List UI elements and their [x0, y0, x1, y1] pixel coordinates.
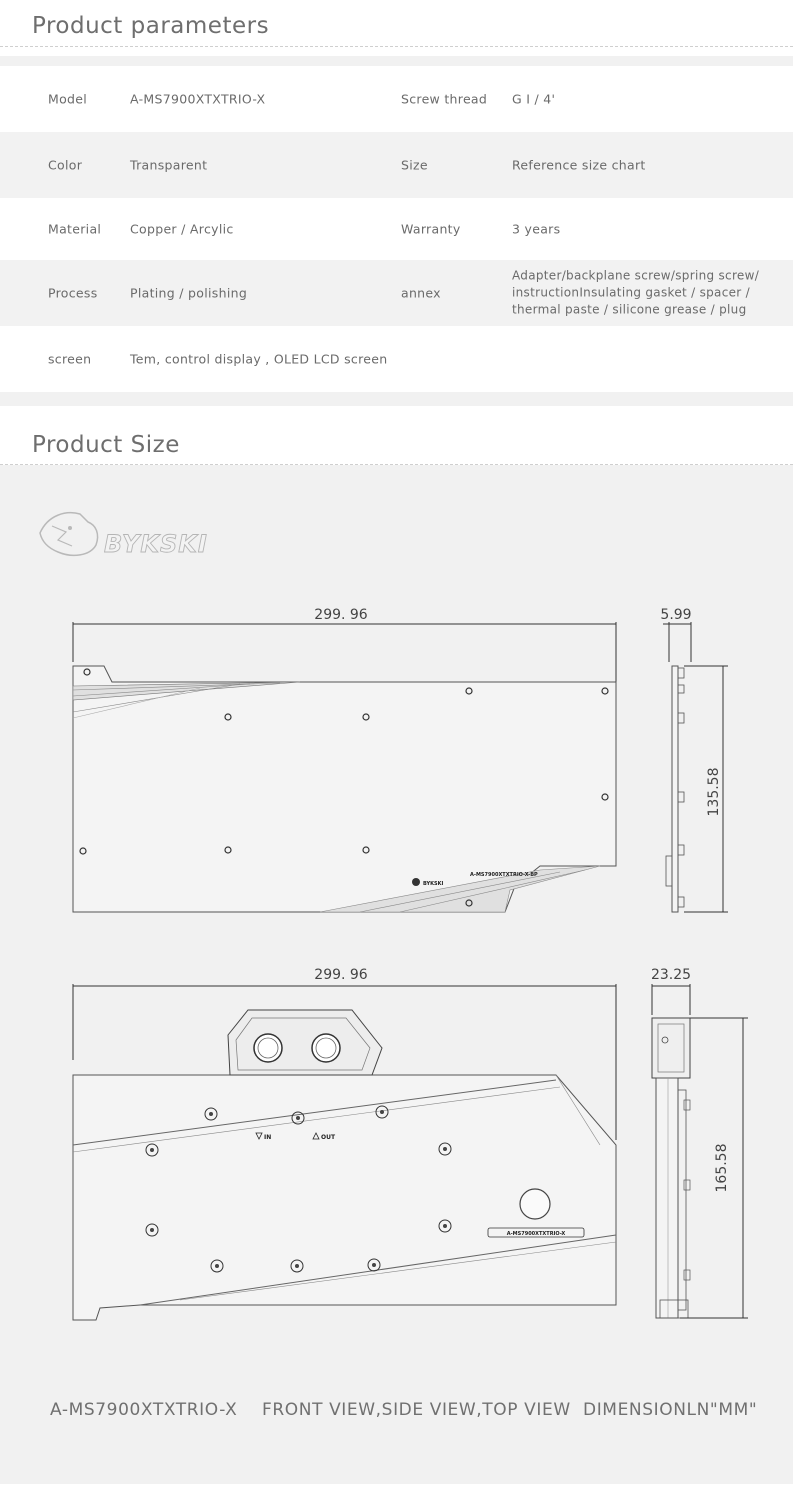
footer-model: A-MS7900XTXTRIO-X: [50, 1400, 238, 1420]
param-value: 3 years: [512, 221, 561, 237]
table-row: [0, 260, 793, 326]
dimension-height: 135.58: [706, 767, 722, 817]
dimension-height: 165.58: [714, 1143, 730, 1193]
logo-text: BYKSKI: [104, 530, 208, 558]
param-label: Size: [401, 157, 428, 173]
waterblock-side-view: [651, 967, 748, 1318]
table-bottom-band: [0, 392, 793, 406]
table-row: [0, 132, 793, 198]
bykski-logo: [40, 513, 208, 558]
table-top-band: [0, 56, 793, 66]
dimension-length: 299. 96: [314, 607, 368, 623]
param-label: Screw thread: [401, 91, 488, 107]
param-label: Process: [48, 285, 98, 301]
backplate-model-text: A-MS7900XTXTRIO-X-BP: [470, 872, 538, 878]
param-label: Warranty: [401, 221, 461, 237]
backplate-side-view: [660, 607, 728, 912]
table-row: [0, 66, 793, 132]
waterblock-front-view: [73, 967, 616, 1320]
section-title-size: Product Size: [32, 432, 180, 458]
param-label: Material: [48, 221, 102, 237]
dimension-thickness: 5.99: [660, 607, 692, 623]
dimension-thickness: 23.25: [650, 967, 692, 983]
table-row: [0, 198, 793, 260]
section-title-parameters: Product parameters: [32, 13, 270, 39]
inlet-label: IN: [264, 1134, 272, 1141]
param-value: Adapter/backplane screw/spring screw/ instructionInsulating gasket / spacer / thermal paste / silicone grease / plug: [512, 268, 760, 317]
param-value: Transparent: [130, 157, 208, 173]
backplate-logo-text: BYKSKI: [423, 881, 444, 887]
param-value: G I / 4': [512, 91, 556, 107]
section-divider: [0, 46, 793, 47]
technical-drawing: [0, 465, 793, 1484]
outlet-label: OUT: [321, 1134, 336, 1141]
footer-views: FRONT VIEW,SIDE VIEW,TOP VIEW: [262, 1400, 571, 1420]
table-row: [0, 326, 793, 392]
dimension-length: 299. 96: [314, 967, 368, 983]
param-label: screen: [48, 351, 92, 367]
size-drawing-panel: [0, 465, 793, 1484]
footer-units: DIMENSIONLN"MM": [583, 1400, 758, 1420]
param-label: Model: [48, 91, 88, 107]
param-value: Tem, control display , OLED LCD screen: [130, 351, 388, 367]
param-value: Plating / polishing: [130, 285, 248, 301]
param-value: A-MS7900XTXTRIO-X: [130, 91, 266, 107]
param-label: Color: [48, 157, 83, 173]
param-value: Reference size chart: [512, 157, 646, 173]
param-label: annex: [401, 285, 441, 301]
backplate-front-view: [73, 607, 616, 912]
waterblock-model-text: A-MS7900XTXTRIO-X: [506, 1231, 566, 1237]
param-value: Copper / Arcylic: [130, 221, 234, 237]
